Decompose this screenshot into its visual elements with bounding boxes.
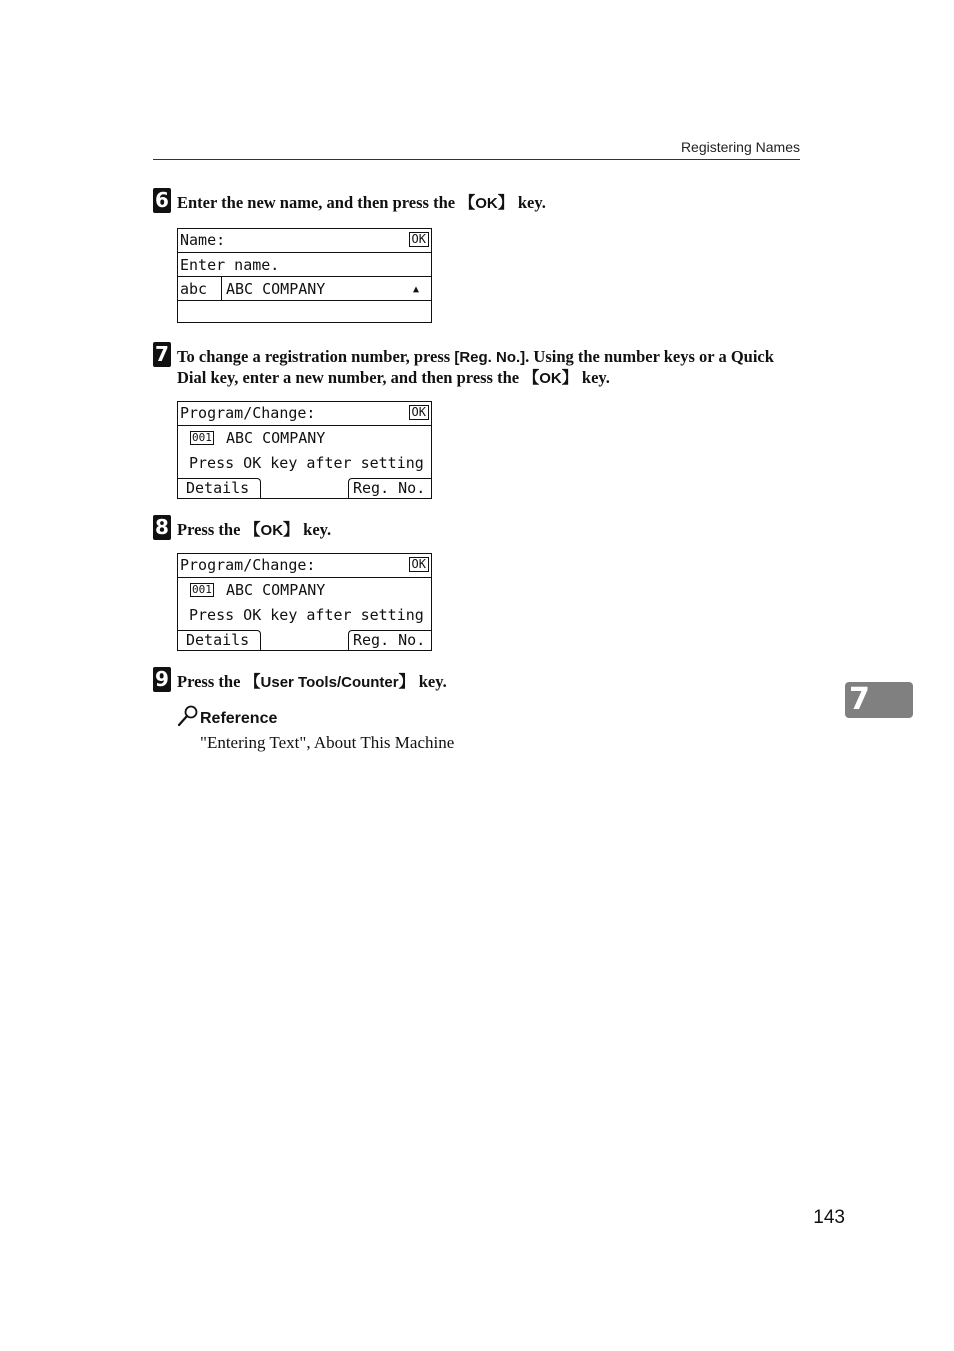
lcd-screen-program-change [177, 553, 432, 651]
registration-number: 001 [192, 431, 212, 444]
lcd-title-row [178, 554, 431, 578]
input-mode-button[interactable]: abc [178, 277, 222, 300]
lcd-screen-program-change [177, 401, 432, 499]
step-instruction: To change a registration number, press [Reg. No.]. Using the number keys or a Quick Dial key, enter a new number, and then press the 【OK】 key. [177, 347, 774, 387]
registered-name: ABC COMPANY [226, 429, 326, 447]
lcd-title-row [178, 229, 431, 253]
lcd-input-row [178, 277, 431, 301]
page-number: 143 [813, 1207, 845, 1228]
name-input[interactable]: ABC COMPANY [226, 280, 326, 298]
step-instruction: Press the 【User Tools/Counter】 key. [177, 672, 447, 691]
lcd-entry-line [178, 578, 431, 603]
ok-key-label: OK [475, 195, 498, 212]
step-instruction: Enter the new name, and then press the 【OK】 key. [177, 193, 546, 212]
reference-title: Reference [200, 710, 278, 727]
step-9 [153, 667, 803, 697]
registered-name: ABC COMPANY [226, 581, 326, 599]
lcd-prompt-row [178, 253, 431, 277]
magnifier-icon [177, 705, 199, 727]
chapter-tab [845, 682, 913, 718]
running-header: Registering Names [680, 139, 800, 155]
up-arrow-icon: ▲ [412, 284, 419, 295]
lcd-blank-row [178, 301, 431, 322]
step-number: 9 [153, 667, 171, 692]
lcd-message: Press OK key after setting [189, 606, 424, 624]
step-8 [153, 515, 803, 545]
lcd-title: Program/Change: [180, 556, 316, 574]
reg-no-key-label: [Reg. No.] [454, 349, 526, 366]
lcd-prompt: Enter name. [180, 256, 280, 274]
lcd-softkey-row [178, 628, 431, 650]
lcd-entry-line [178, 426, 431, 451]
lcd-message-line [178, 603, 431, 628]
details-button[interactable]: Details [178, 478, 261, 498]
ok-button[interactable]: OK [409, 405, 429, 420]
step-number: 7 [153, 342, 171, 367]
lcd-title-row [178, 402, 431, 426]
details-button[interactable]: Details [178, 630, 261, 650]
lcd-message-line [178, 451, 431, 476]
lcd-title: Name: [180, 231, 226, 249]
chapter-number: 7 [849, 682, 870, 717]
step-6 [153, 188, 803, 218]
lcd-title: Program/Change: [180, 404, 316, 422]
reference-body: "Entering Text", About This Machine [200, 733, 455, 752]
step-7 [153, 342, 803, 392]
lcd-softkey-row [178, 476, 431, 498]
reg-no-button[interactable]: Reg. No. [348, 630, 431, 650]
reg-no-button[interactable]: Reg. No. [348, 478, 431, 498]
lcd-screen-name-entry [177, 228, 432, 323]
step-instruction: Press the 【OK】 key. [177, 520, 332, 539]
ok-key-label: OK [539, 370, 562, 387]
registration-number: 001 [192, 583, 212, 596]
step-number: 6 [153, 188, 171, 213]
step-number: 8 [153, 515, 171, 540]
ok-button[interactable]: OK [409, 557, 429, 572]
header-rule [153, 159, 800, 160]
lcd-message: Press OK key after setting [189, 454, 424, 472]
user-tools-key-label: User Tools/Counter [260, 674, 399, 691]
ok-key-label: OK [260, 522, 284, 539]
ok-button[interactable]: OK [409, 232, 429, 247]
